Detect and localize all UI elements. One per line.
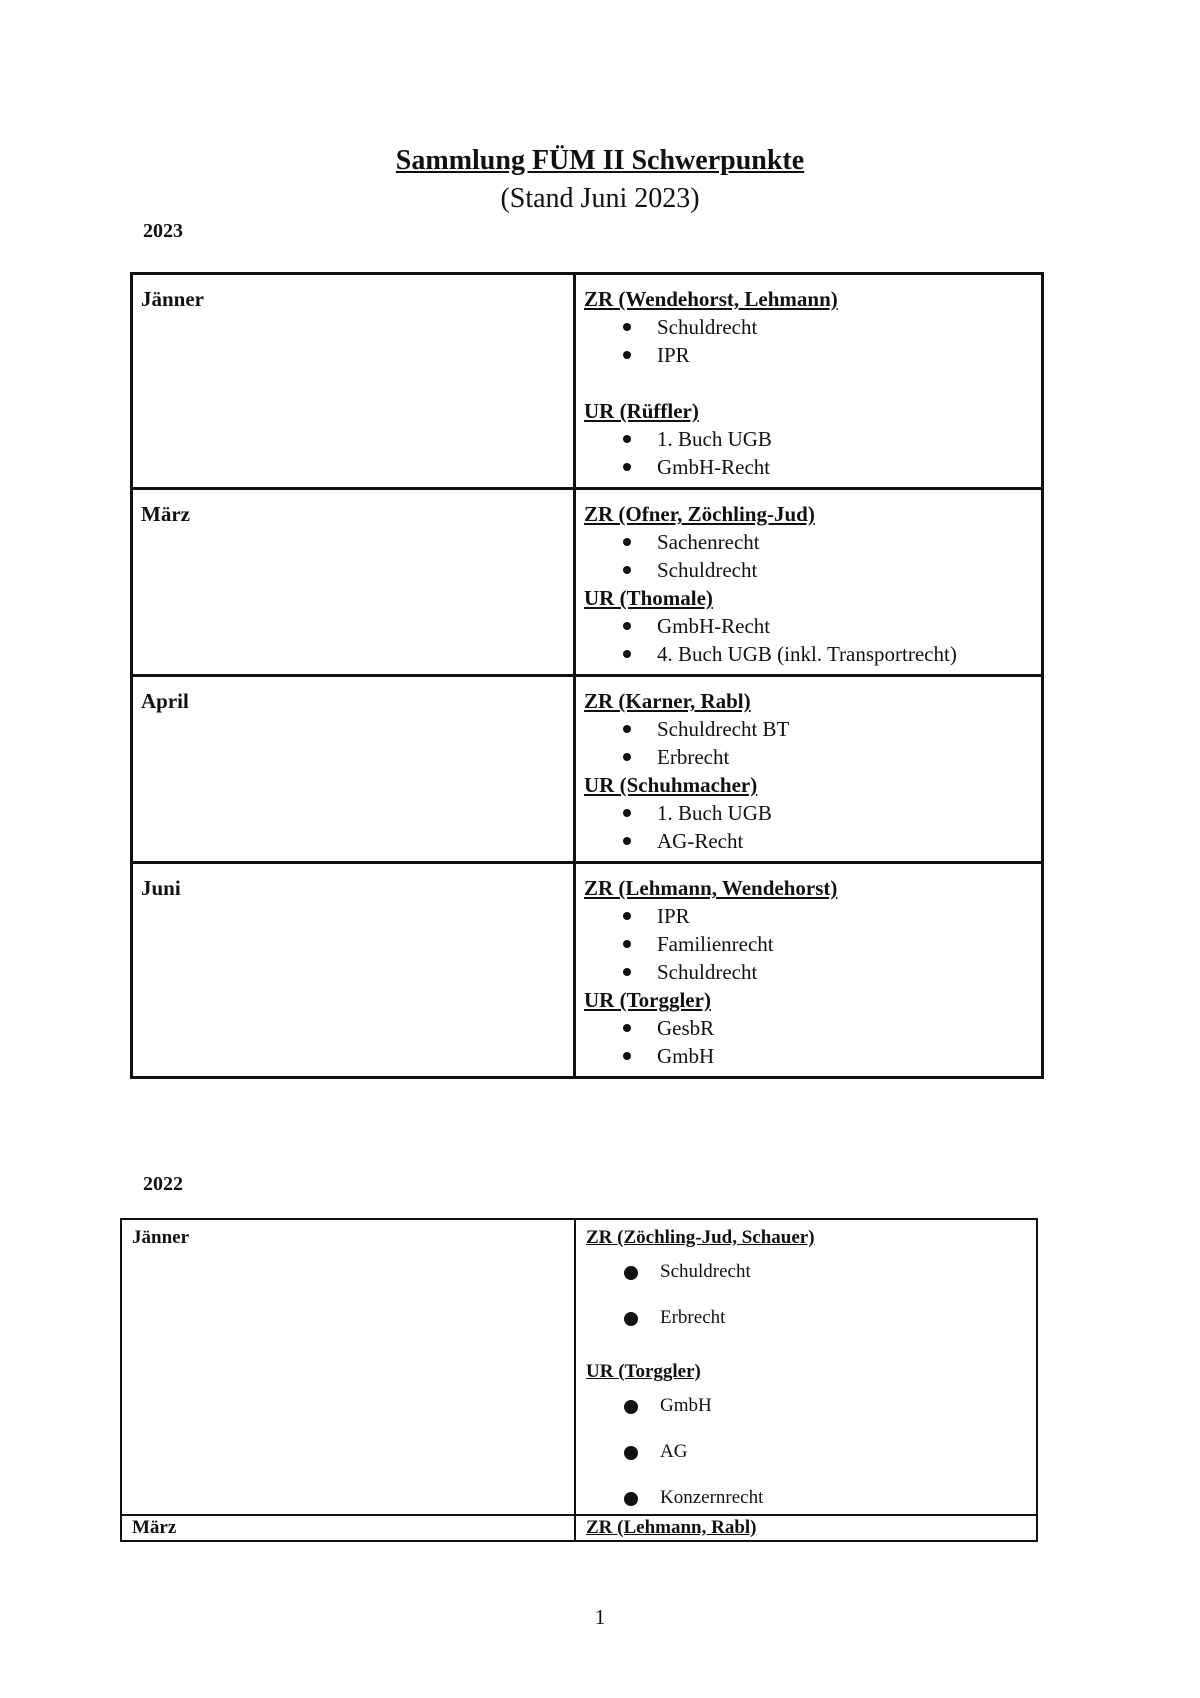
list-item: IPR (657, 341, 1033, 369)
list-item: Familienrecht (657, 930, 1033, 958)
topic-list (584, 799, 1033, 855)
document-subtitle: (Stand Juni 2023) (500, 183, 700, 214)
list-item: 1. Buch UGB (657, 799, 1033, 827)
group-heading: UR (Schuhmacher) (584, 773, 758, 797)
topic-list (584, 902, 1033, 986)
group-heading: ZR (Ofner, Zöchling-Jud) (584, 502, 815, 526)
month-cell: Jänner (121, 1219, 575, 1515)
group-heading: UR (Rüffler) (584, 399, 699, 423)
topics-cell (575, 1219, 1037, 1515)
group-heading: ZR (Wendehorst, Lehmann) (584, 287, 838, 311)
list-item: Erbrecht (657, 743, 1033, 771)
topic-list (586, 1260, 1026, 1330)
table-row (121, 1515, 1037, 1541)
topic-list (584, 612, 1033, 668)
list-item: Konzernrecht (660, 1486, 1026, 1510)
group-heading: ZR (Lehmann, Wendehorst) (584, 876, 838, 900)
topic-list (584, 313, 1033, 369)
list-item: GmbH-Recht (657, 612, 1033, 640)
list-item: Schuldrecht (657, 556, 1033, 584)
list-item: GmbH-Recht (657, 453, 1033, 481)
topics-cell (575, 676, 1043, 863)
topics-cell (575, 1515, 1037, 1541)
month-cell: April (132, 676, 575, 863)
group-heading: ZR (Karner, Rabl) (584, 689, 751, 713)
list-item: 4. Buch UGB (inkl. Transportrecht) (657, 640, 1033, 668)
year-heading-2022: 2022 (143, 1173, 183, 1195)
topic-list (586, 1394, 1026, 1510)
document-title: Sammlung FÜM II Schwerpunkte (395, 145, 805, 176)
list-item: 1. Buch UGB (657, 425, 1033, 453)
year-heading-2023: 2023 (143, 220, 183, 242)
schedule-table-2023 (130, 272, 1044, 1079)
month-cell: Juni (132, 863, 575, 1078)
topic-list (584, 1014, 1033, 1070)
table-row (132, 489, 1043, 676)
group-heading: UR (Thomale) (584, 586, 713, 610)
list-item: AG-Recht (657, 827, 1033, 855)
topics-cell (575, 489, 1043, 676)
list-item: Sachenrecht (657, 528, 1033, 556)
topic-list (584, 425, 1033, 481)
group-heading: ZR (Zöchling-Jud, Schauer) (586, 1227, 815, 1248)
table-row (132, 676, 1043, 863)
table-row (132, 863, 1043, 1078)
list-item: GmbH (657, 1042, 1033, 1070)
group-heading: UR (Torggler) (584, 988, 711, 1012)
list-item: IPR (657, 902, 1033, 930)
group-heading: UR (Torggler) (586, 1361, 701, 1382)
list-item: Schuldrecht (657, 958, 1033, 986)
group-heading: ZR (Lehmann, Rabl) (586, 1517, 757, 1538)
page-number: 1 (594, 1605, 606, 1629)
topic-list (584, 528, 1033, 584)
topics-cell (575, 863, 1043, 1078)
list-item: AG (660, 1440, 1026, 1464)
table-row (132, 274, 1043, 489)
month-cell: März (121, 1515, 575, 1541)
month-cell: März (132, 489, 575, 676)
month-cell: Jänner (132, 274, 575, 489)
list-item: Erbrecht (660, 1306, 1026, 1330)
list-item: Schuldrecht BT (657, 715, 1033, 743)
list-item: Schuldrecht (657, 313, 1033, 341)
list-item: Schuldrecht (660, 1260, 1026, 1284)
topics-cell (575, 274, 1043, 489)
table-row (121, 1219, 1037, 1515)
schedule-table-2022 (120, 1218, 1038, 1542)
topic-list (584, 715, 1033, 771)
list-item: GesbR (657, 1014, 1033, 1042)
list-item: GmbH (660, 1394, 1026, 1418)
